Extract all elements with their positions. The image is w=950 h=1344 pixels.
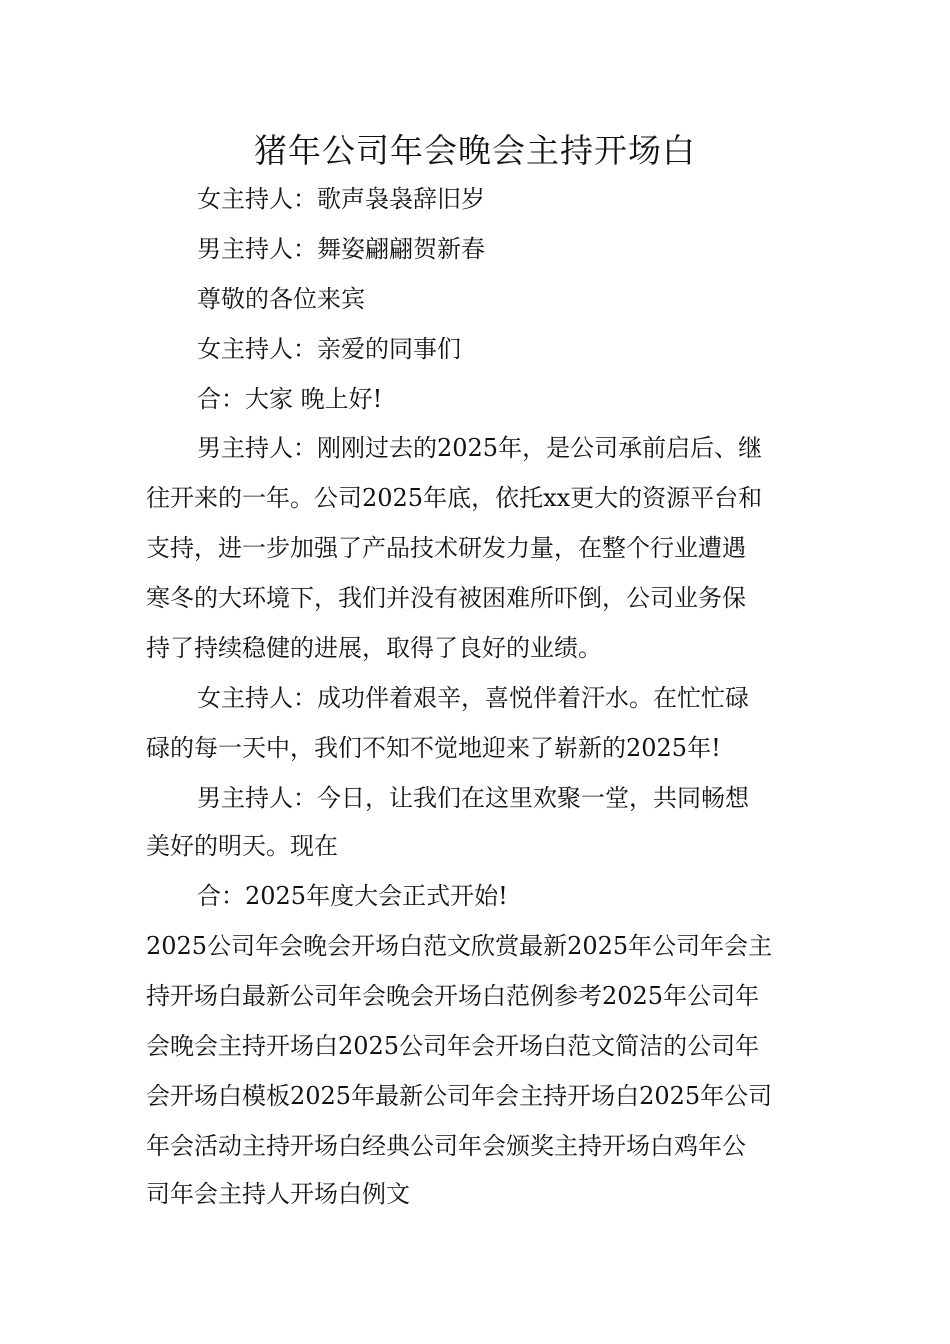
text-line: 女主持人：歌声袅袅辞旧岁	[197, 185, 485, 213]
text-line: 美好的明天。现在	[146, 832, 338, 860]
text-line: 持了持续稳健的进展，取得了良好的业绩。	[146, 634, 602, 662]
text-line: 往开来的一年。公司2025年底，依托xx更大的资源平台和	[146, 484, 763, 512]
text-line: 尊敬的各位来宾	[197, 285, 365, 313]
text-line: 司年会主持人开场白例文	[146, 1180, 410, 1208]
text-line: 男主持人：刚刚过去的2025年，是公司承前启后、继	[197, 434, 763, 462]
text-line: 女主持人：亲爱的同事们	[197, 335, 461, 363]
text-line: 支持，进一步加强了产品技术研发力量，在整个行业遭遇	[146, 534, 746, 562]
text-line: 男主持人：今日，让我们在这里欢聚一堂，共同畅想	[197, 784, 749, 812]
text-line: 2025公司年会晚会开场白范文欣赏最新2025年公司年会主	[146, 932, 773, 960]
text-line: 合：大家 晚上好!	[197, 385, 383, 413]
text-line: 年会活动主持开场白经典公司年会颁奖主持开场白鸡年公	[146, 1132, 746, 1160]
text-line: 碌的每一天中，我们不知不觉地迎来了崭新的2025年!	[146, 734, 721, 762]
text-line: 会开场白模板2025年最新公司年会主持开场白2025年公司	[146, 1082, 773, 1110]
text-line: 女主持人：成功伴着艰辛，喜悦伴着汗水。在忙忙碌	[197, 684, 749, 712]
text-line: 会晚会主持开场白2025公司年会开场白范文简洁的公司年	[146, 1032, 760, 1060]
text-line: 寒冬的大环境下，我们并没有被困难所吓倒，公司业务保	[146, 584, 746, 612]
text-line: 合：2025年度大会正式开始!	[197, 882, 508, 910]
document-title: 猪年公司年会晚会主持开场白	[254, 131, 696, 170]
text-line: 男主持人：舞姿翩翩贺新春	[197, 235, 485, 263]
text-line: 持开场白最新公司年会晚会开场白范例参考2025年公司年	[146, 982, 760, 1010]
